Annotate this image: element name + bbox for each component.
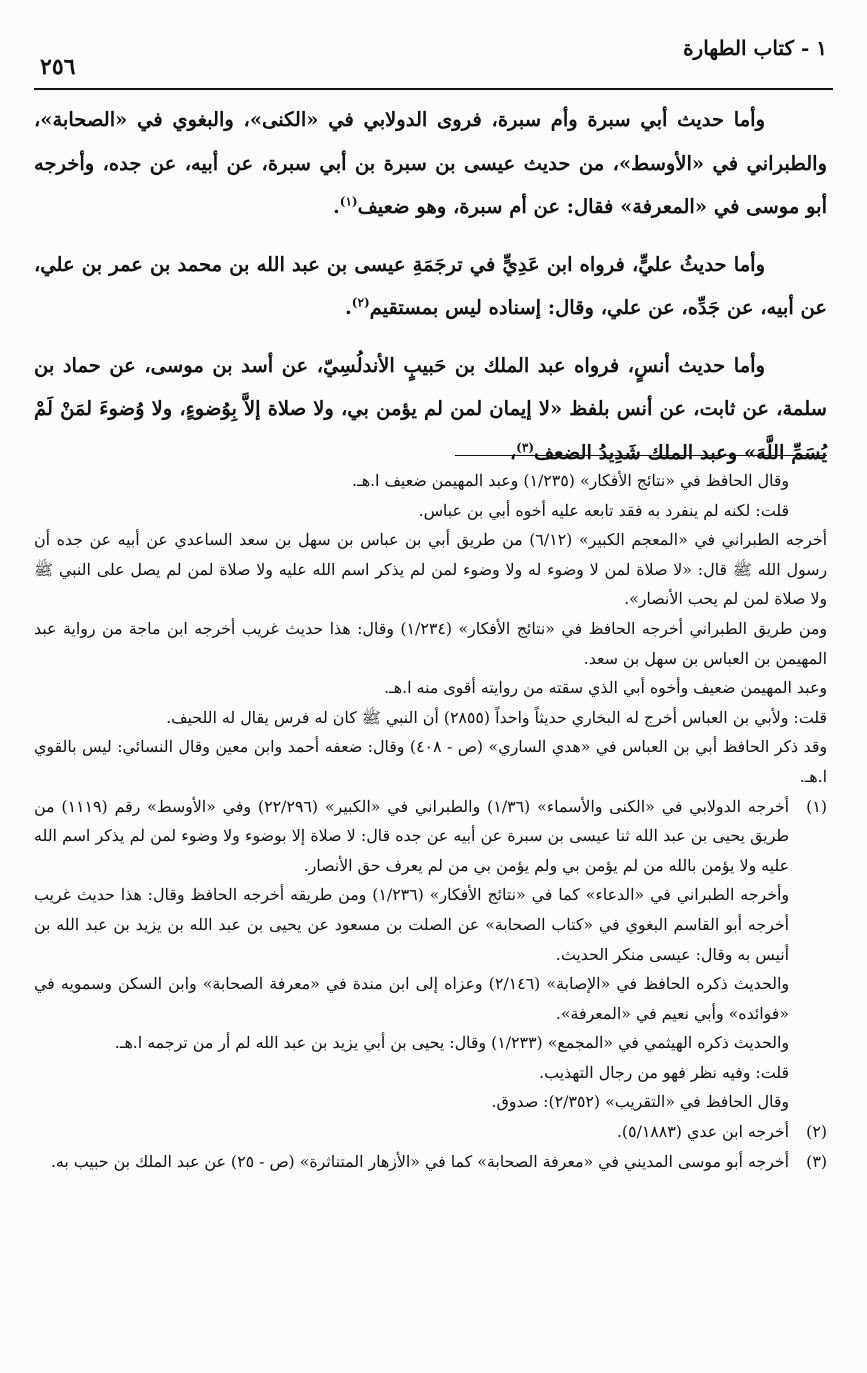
note-line: وعبد المهيمن ضعيف وأخوه أبي الذي سقته من روايته أقوى منه ا.هـ. (384, 678, 827, 698)
footnote-text: أخرجه الدولابي في «الكنى والأسماء» (١/٣٦) والطبراني في «الكبير» (٢٢/٢٩٦) وفي «الأوسط» رقم (١١١٩) من طريق يحيى بن عبد الله ثنا عيسى بن سبرة عن أبيه عن جده قال: لا صلاة إلا بوضوء ولا وضوء لمن لم يذكر اسم الله عليه ولا يؤمن بالله من لم يؤمن بي ولم يؤمن بي من لم يعرف حق الأنصار. (34, 796, 790, 875)
paragraph-text: وأما حديث أنسٍ، فرواه عبد الملك بن حَبيبٍ الأندلُسِيّ، عن أسد بن موسى، عن حماد بن سلمة، عن ثابت، عن أنس بلفظ «لا إيمان لمن لم يؤمن بي، ولا صلاة إلاَّ بِوُضوءٍ، ولا وُضوءَ لمَنْ لَمْ يُسَمِّ اللَّهَ» وعبد الملك شَدِيدُ الضعف (34, 353, 827, 464)
footnote-text: والحديث ذكره الهيثمي في «المجمع» (١/٢٣٣) وقال: يحيى بن أبي يزيد بن عبد الله لم أر من ترجمه ا.هـ. (114, 1033, 789, 1053)
footnote-1 (34, 792, 827, 1118)
page-number: ٢٥٦ (40, 54, 76, 80)
running-title: ١ - كتاب الطهارة (683, 36, 827, 60)
footnote-text: وأخرجه الطبراني في «الدعاء» كما في «نتائج الأفكار» (١/٢٣٦) ومن طريقه أخرجه الحافظ وقال: هذا حديث غريب أخرجه أبو القاسم البغوي في «كتاب الصحابة» عن الصلت بن مسعود عن يحيى بن عبد الله بن يزيد بن عبد الله بن أنيس به وقال: عيسى منكر الحديث. (34, 885, 789, 964)
paragraph-anas: وأما حديث أنسٍ، فرواه عبد الملك بن حَبيبٍ الأندلُسِيّ، عن أسد بن موسى، عن حماد بن سلمة، عن ثابت، عن أنس بلفظ «لا إيمان لمن لم يؤمن بي، ولا صلاة إلاَّ بِوُضوءٍ، ولا وُضوءَ لمَنْ لَمْ يُسَمِّ اللَّهَ» وعبد الملك شَدِيدُ الضعف$^{(٣)}$، (34, 353, 827, 464)
note-line: أخرجه الطبراني في «المعجم الكبير» (٦/١٢) من طريق أبي بن عباس بن سهل بن سعد الساعدي عن أبيه عن جده أن رسول الله ﷺ قال: «لا صلاة لمن لا وضوء له ولا وضوء لمن لم يذكر اسم الله عليه ولا صلاة لمن لم يصل على النبي ﷺ ولا صلاة لمن لم يحب الأنصار». (34, 530, 828, 609)
note-line: وقد ذكر الحافظ أبي بن العباس في «هدي الساري» (ص - ٤٠٨) وقال: ضعفه أحمد وابن معين وقال النسائي: ليس بالقوي ا.هـ. (34, 737, 827, 786)
footnote-2 (34, 1117, 827, 1147)
footnote-3 (34, 1147, 827, 1177)
paragraph-text: وأما حديثُ عليٍّ، فرواه ابن عَدِيٍّ في ترجَمَةِ عيسى بن عبد الله بن محمد بن عمر بن علي، عن أبيه، عن جَدِّه، عن علي، وقال: إسناده ليس بمستقيم (34, 252, 827, 319)
note-line: قلت: لكنه لم ينفرد به فقد تابعه عليه أخوه أبي بن عباس. (418, 500, 789, 520)
main-text (34, 98, 827, 488)
footnote-separator (455, 455, 827, 456)
paragraph-ali: وأما حديثُ عليٍّ، فرواه ابن عَدِيٍّ في ترجَمَةِ عيسى بن عبد الله بن محمد بن عمر بن علي، عن أبيه، عن جَدِّه، عن علي، وقال: إسناده ليس بمستقيم$^{(٢)}$. (34, 252, 827, 319)
footnotes (34, 466, 827, 1176)
footnote-number: (٢) (806, 1122, 827, 1142)
footnote-number: (٣) (806, 1151, 827, 1171)
footnote-ref-2: (٢) (351, 295, 370, 310)
footnote-text: أخرجه أبو موسى المديني في «معرفة الصحابة» كما في «الأزهار المتناثرة» (ص - ٢٥) عن عبد الملك بن حبيب به. (50, 1151, 789, 1171)
paragraph-abu-sabra: وأما حديث أبي سبرة وأم سبرة، فروى الدولابي في «الكنى»، والبغوي في «الصحابة»، والطبراني في «الأوسط»، من حديث عيسى بن سبرة بن أبي سبرة، عن أبيه، عن جده، وأخرجه أبو موسى في «المعرفة» فقال: عن أم سبرة، وهو ضعيف$^{(١)}$. (34, 108, 827, 218)
footnote-text: والحديث ذكره الحافظ في «الإصابة» (٢/١٤٦) وعزاه إلى ابن مندة في «معرفة الصحابة» وابن السكن وسمويه في «فوائده» وأبي نعيم في «المعرفة». (34, 974, 789, 1023)
footnote-number: (١) (806, 796, 827, 816)
paragraph-text: وأما حديث أبي سبرة وأم سبرة، فروى الدولابي في «الكنى»، والبغوي في «الصحابة»، والطبراني في «الأوسط»، من حديث عيسى بن سبرة بن أبي سبرة، عن أبيه، عن جده، وأخرجه أبو موسى في «المعرفة» فقال: عن أم سبرة، وهو ضعيف (34, 108, 827, 218)
footnote-ref-3: (٣) (516, 440, 534, 454)
footnote-ref-1: (١) (339, 194, 358, 209)
footnote-text: أخرجه ابن عدي (٥/١٨٨٣). (616, 1122, 789, 1142)
note-line: ومن طريق الطبراني أخرجه الحافظ في «نتائج الأفكار» (١/٢٣٤) وقال: هذا حديث غريب أخرجه ابن ماجة من رواية عبد المهيمن بن العباس بن سهل بن سعد. (34, 618, 827, 668)
footnote-text: قلت: وفيه نظر فهو من رجال التهذيب. (539, 1062, 789, 1082)
footnote-text: وقال الحافظ في «التقريب» (٢/٣٥٢): صدوق. (491, 1092, 789, 1112)
header-rule (34, 88, 833, 90)
note-line: وقال الحافظ في «نتائج الأفكار» (١/٢٣٥) وعبد المهيمن ضعيف ا.هـ. (352, 471, 789, 490)
note-line: قلت: ولأبي بن العباس أخرج له البخاري حديثاً واحداً (٢٨٥٥) أن النبي ﷺ كان له فرس يقال له اللحيف. (166, 707, 827, 727)
